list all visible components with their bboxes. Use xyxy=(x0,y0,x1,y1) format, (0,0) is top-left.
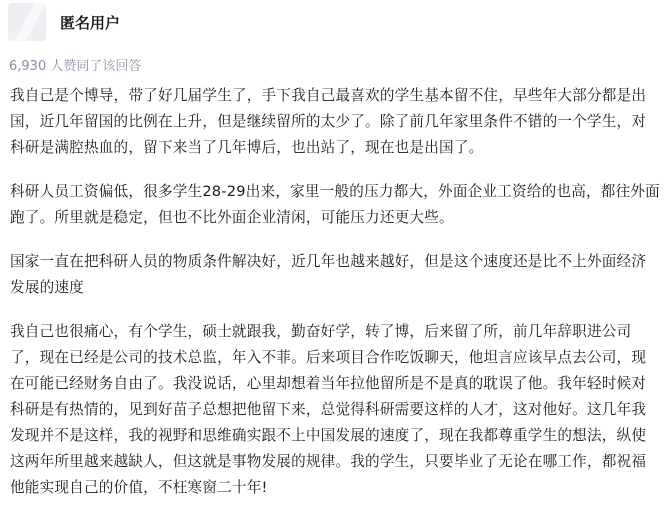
answer-paragraph: 我自己也很痛心，有个学生，硕士就跟我，勤奋好学，转了博，后来留了所，前几年辞职进公司了，现在已经是公司的技术总监，年入不菲。后来项目合作吃饭聊天，他坦言应该早点去公司，现在可能已经财务自由了。我没说话，心里却想着当年拉他留所是不是真的耽误了他。我年轻时候对科研是有热情的，见到好苗子总想把他留下来，总觉得科研需要这样的人才，这对他好。这几年我发现并不是这样，我的视野和思维确实跟不上中国发展的速度了，现在我都尊重学生的想法，纵使这两年所里越来越缺人，但这就是事物发展的规律。我的学生，只要毕业了无论在哪工作，都祝福他能实现自己的价值，不枉寒窗二十年! xyxy=(10,323,647,496)
author-name[interactable]: 匿名用户 xyxy=(60,13,121,32)
author-header xyxy=(8,3,120,41)
anonymous-avatar-icon[interactable] xyxy=(8,3,46,41)
answer-content xyxy=(10,83,660,519)
answer-paragraph: 科研人员工资偏低，很多学生28-29出来，家里一般的压力都大，外面企业工资给的也高，都往外面跑了。所里就是稳定，但也不比外面企业清闲，可能压力还更大些。 xyxy=(10,183,660,226)
answer-paragraph: 我自己是个博导，带了好几届学生了，手下我自己最喜欢的学生基本留不住，早些年大部分都是出国，近几年留国的比例在上升，但是继续留所的太少了。除了前几年家里条件不错的一个学生，对科研是满腔热血的，留下来当了几年博后，也出站了，现在也是出国了。 xyxy=(10,87,647,156)
answer-paragraph: 国家一直在把科研人员的物质条件解决好，近几年也越来越好，但是这个速度还是比不上外面经济发展的速度 xyxy=(10,253,647,296)
vote-count: 6,930 人赞同了该回答 xyxy=(9,59,142,74)
